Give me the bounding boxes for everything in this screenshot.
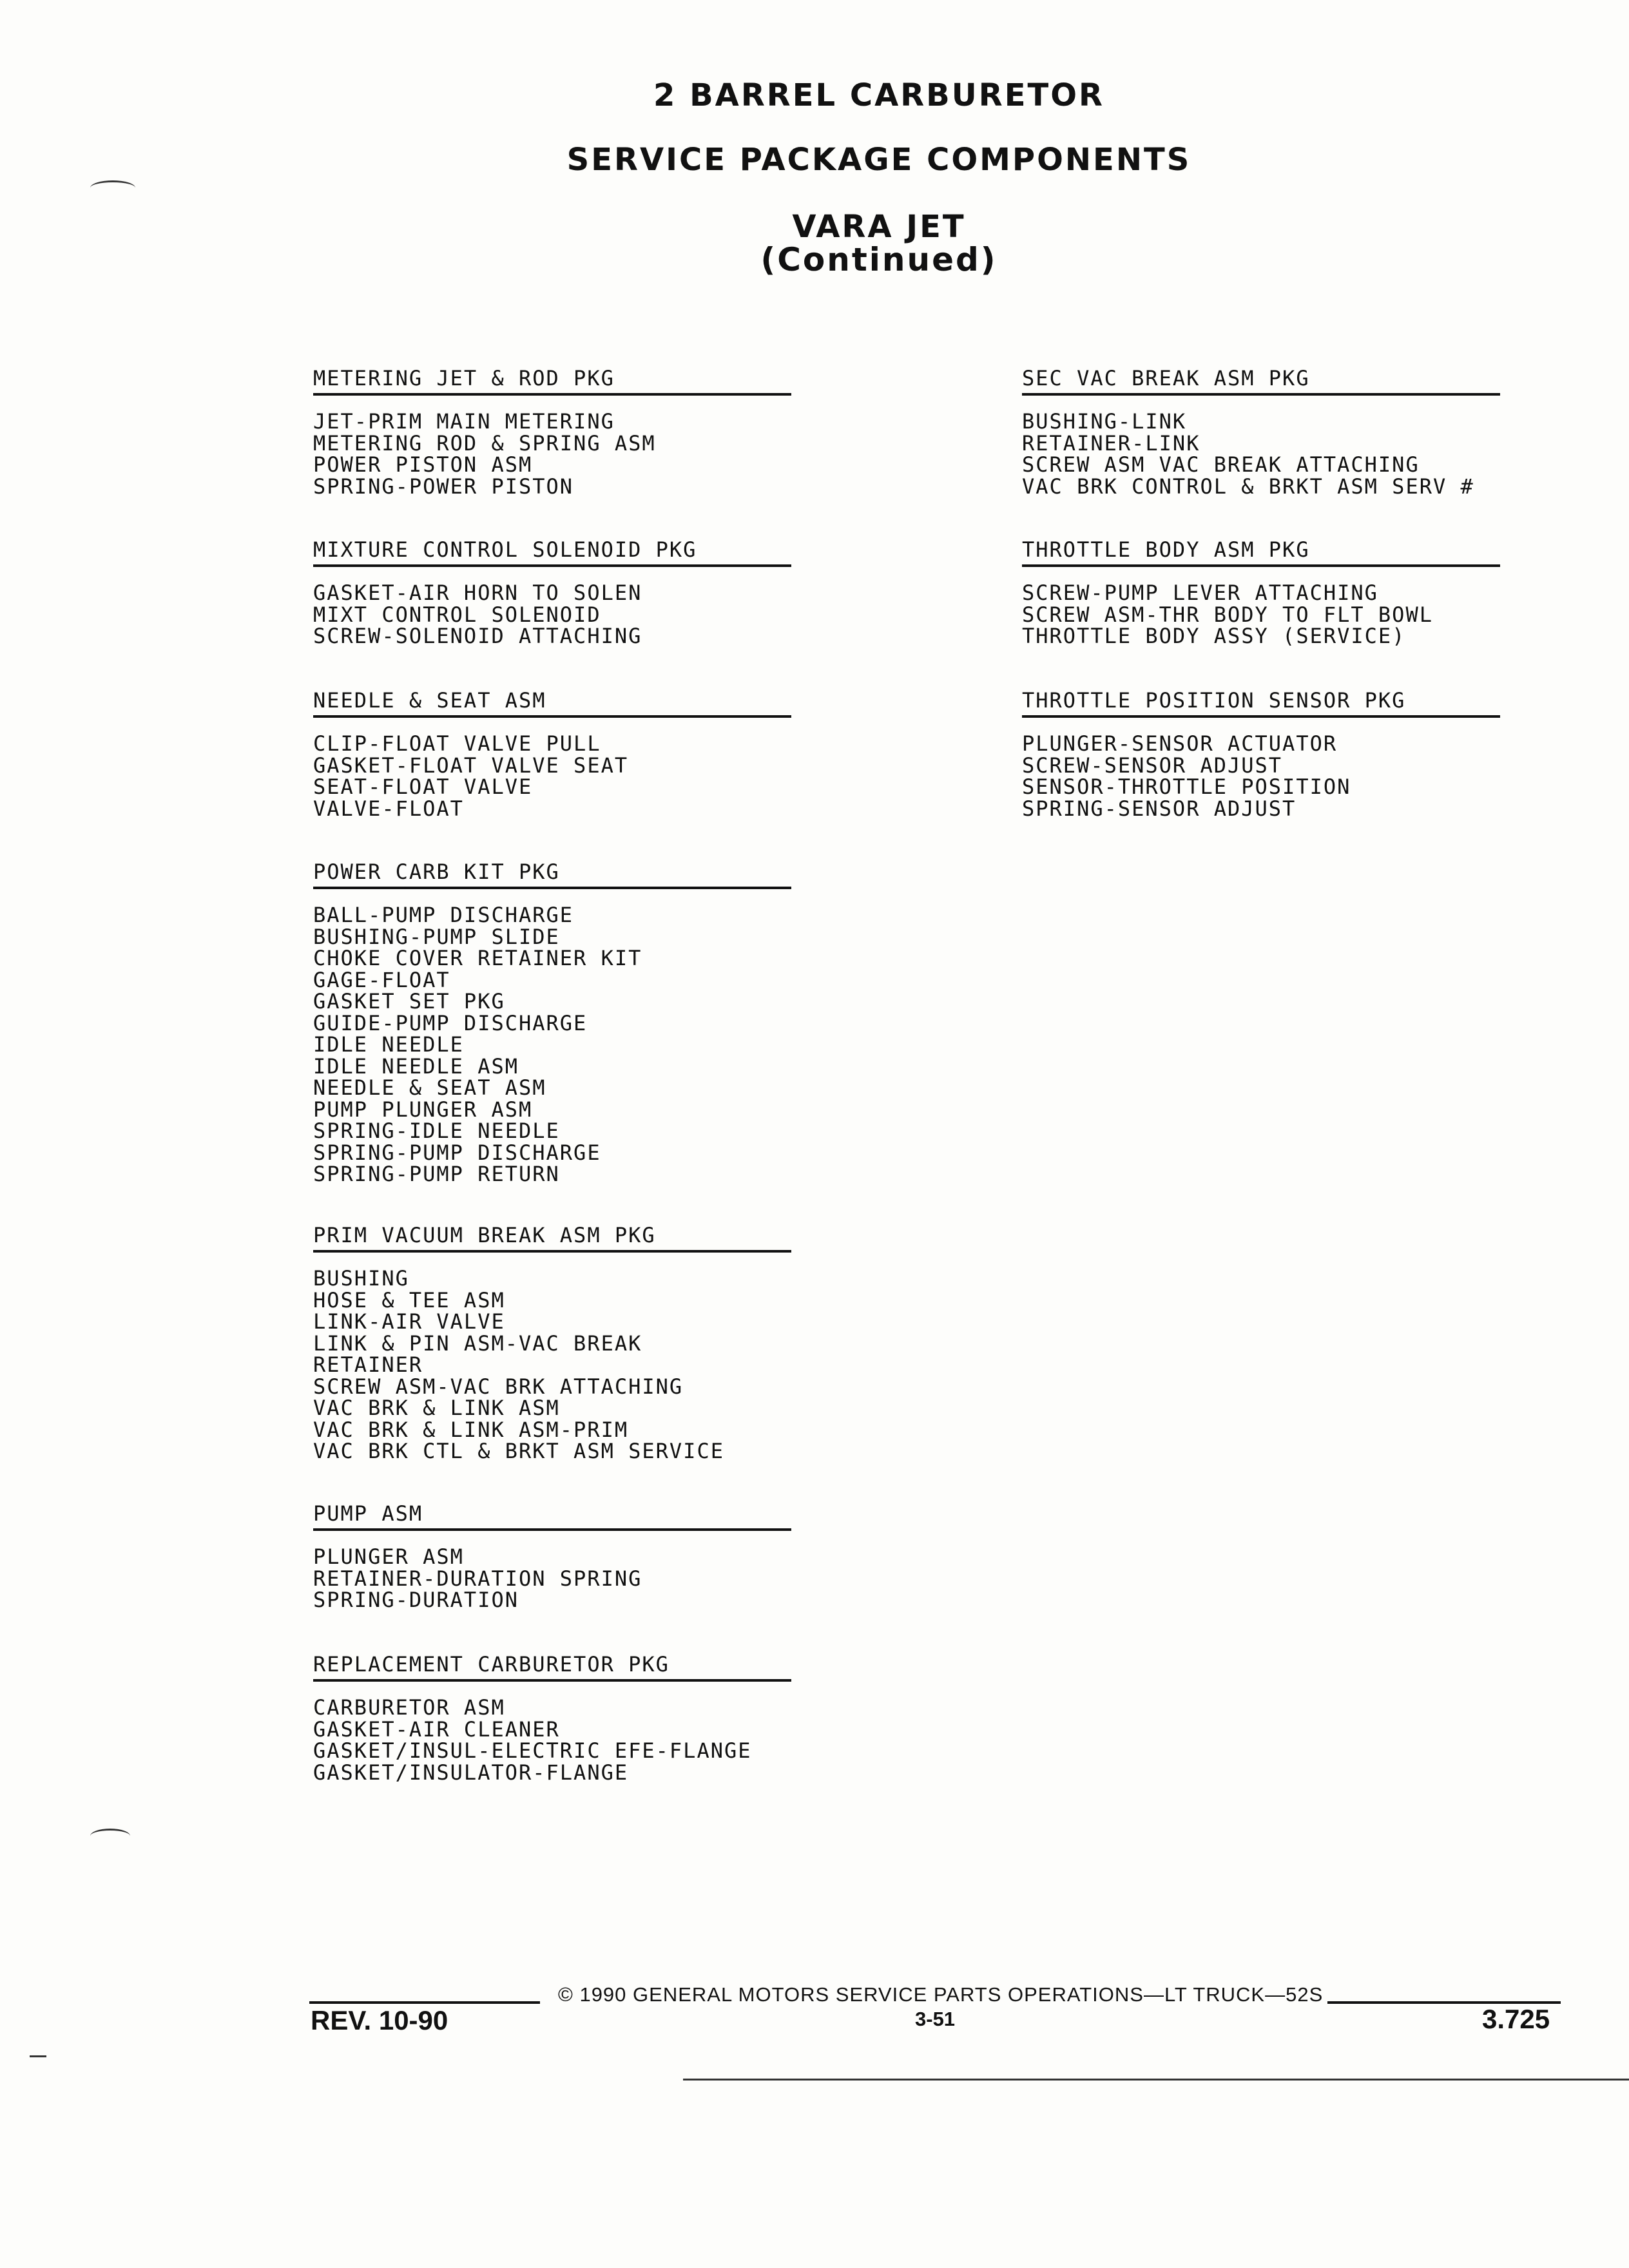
list-item: SPRING-DURATION xyxy=(313,1588,519,1612)
heading-underline xyxy=(313,564,791,567)
parts-list xyxy=(313,733,791,820)
list-item: MIXT CONTROL SOLENOID xyxy=(313,602,601,627)
list-item: BUSHING xyxy=(313,1266,409,1291)
section-heading: METERING JET & ROD PKG xyxy=(313,366,615,390)
list-item: IDLE NEEDLE ASM xyxy=(313,1053,519,1079)
parts-section xyxy=(313,1503,791,1611)
parts-list xyxy=(313,582,791,648)
section-heading: PRIM VACUUM BREAK ASM PKG xyxy=(313,1223,656,1247)
parts-list xyxy=(1022,411,1500,497)
list-item: GASKET/INSUL-ELECTRIC EFE-FLANGE xyxy=(313,1738,752,1763)
revision-label: REV. 10-90 xyxy=(311,2005,448,2035)
heading-underline xyxy=(313,887,791,889)
list-item: NEEDLE & SEAT ASM xyxy=(313,1075,546,1100)
heading-underline xyxy=(1022,715,1500,718)
list-item: IDLE NEEDLE xyxy=(313,1032,464,1057)
list-item: LINK-AIR VALVE xyxy=(313,1309,505,1334)
list-item: CHOKE COVER RETAINER KIT xyxy=(313,946,642,970)
list-item: SEAT-FLOAT VALVE xyxy=(313,774,533,799)
list-item: BUSHING-PUMP SLIDE xyxy=(313,924,560,949)
parts-list xyxy=(313,905,791,1186)
parts-section xyxy=(313,539,791,648)
list-item: BUSHING-LINK xyxy=(1022,409,1187,434)
list-item: VAC BRK CONTROL & BRKT ASM SERV # xyxy=(1022,474,1474,499)
page-edge-line xyxy=(683,2079,1629,2081)
list-item: SCREW ASM-THR BODY TO FLT BOWL xyxy=(1022,602,1433,627)
footer-copyright: © 1990 GENERAL MOTORS SERVICE PARTS OPERATIONS—LT TRUCK—52S xyxy=(558,1983,1324,2006)
parts-section xyxy=(1022,367,1500,497)
list-item: PUMP PLUNGER ASM xyxy=(313,1097,533,1122)
list-item: GUIDE-PUMP DISCHARGE xyxy=(313,1010,588,1035)
section-number: 3.725 xyxy=(1482,2004,1550,2034)
section-heading: SEC VAC BREAK ASM PKG xyxy=(1022,366,1310,390)
list-item: GASKET-FLOAT VALVE SEAT xyxy=(313,753,629,778)
parts-section xyxy=(1022,539,1500,648)
list-item: THROTTLE BODY ASSY (SERVICE) xyxy=(1022,624,1406,648)
list-item: GASKET-AIR CLEANER xyxy=(313,1716,560,1742)
page-title: 2 BARREL CARBURETOR xyxy=(653,77,1104,113)
list-item: LINK & PIN ASM-VAC BREAK xyxy=(313,1331,642,1356)
section-title: VARA JET xyxy=(792,209,966,245)
list-item: VAC BRK CTL & BRKT ASM SERVICE xyxy=(313,1439,724,1463)
heading-underline xyxy=(313,1250,791,1253)
page-subtitle: SERVICE PACKAGE COMPONENTS xyxy=(566,142,1191,178)
list-item: RETAINER xyxy=(313,1352,423,1377)
parts-list xyxy=(313,1546,791,1611)
list-item: VAC BRK & LINK ASM xyxy=(313,1396,560,1420)
parts-section xyxy=(313,689,791,820)
list-item: PLUNGER ASM xyxy=(313,1544,464,1569)
list-item: POWER PISTON ASM xyxy=(313,452,533,477)
list-item: CLIP-FLOAT VALVE PULL xyxy=(313,731,601,756)
list-item: SCREW-SENSOR ADJUST xyxy=(1022,753,1283,778)
parts-section xyxy=(313,367,791,497)
heading-underline xyxy=(313,1679,791,1682)
list-item: JET-PRIM MAIN METERING xyxy=(313,409,615,434)
list-item: METERING ROD & SPRING ASM xyxy=(313,430,656,456)
parts-list xyxy=(313,1697,791,1783)
heading-underline xyxy=(313,1528,791,1531)
list-item: SCREW ASM VAC BREAK ATTACHING xyxy=(1022,452,1420,477)
heading-underline xyxy=(313,715,791,718)
parts-section xyxy=(313,1224,791,1463)
list-item: SPRING-POWER PISTON xyxy=(313,474,574,499)
parts-section xyxy=(313,861,791,1186)
list-item: VAC BRK & LINK ASM-PRIM xyxy=(313,1417,629,1442)
scan-mark xyxy=(90,180,135,195)
list-item: CARBURETOR ASM xyxy=(313,1695,505,1720)
list-item: HOSE & TEE ASM xyxy=(313,1287,505,1312)
section-heading: THROTTLE BODY ASM PKG xyxy=(1022,537,1310,562)
heading-underline xyxy=(1022,564,1500,567)
list-item: PLUNGER-SENSOR ACTUATOR xyxy=(1022,731,1338,756)
list-item: GASKET SET PKG xyxy=(313,989,505,1014)
page-number: 3-51 xyxy=(915,2008,956,2030)
parts-list xyxy=(1022,582,1500,648)
list-item: VALVE-FLOAT xyxy=(313,796,464,821)
list-item: SPRING-IDLE NEEDLE xyxy=(313,1119,560,1143)
list-item: RETAINER-DURATION SPRING xyxy=(313,1566,642,1591)
parts-section xyxy=(313,1653,791,1783)
heading-underline xyxy=(1022,393,1500,396)
section-heading: PUMP ASM xyxy=(313,1501,423,1526)
list-item: RETAINER-LINK xyxy=(1022,430,1200,456)
list-item: SCREW-PUMP LEVER ATTACHING xyxy=(1022,581,1378,605)
list-item: SENSOR-THROTTLE POSITION xyxy=(1022,774,1351,799)
list-item: BALL-PUMP DISCHARGE xyxy=(313,903,574,927)
heading-underline xyxy=(313,393,791,396)
footer-rule-left xyxy=(309,2001,540,2004)
parts-list xyxy=(313,411,791,497)
list-item: SCREW ASM-VAC BRK ATTACHING xyxy=(313,1374,684,1399)
scan-mark xyxy=(90,1829,130,1843)
section-heading: MIXTURE CONTROL SOLENOID PKG xyxy=(313,537,697,562)
list-item: SPRING-SENSOR ADJUST xyxy=(1022,796,1296,821)
list-item: SCREW-SOLENOID ATTACHING xyxy=(313,624,642,648)
list-item: SPRING-PUMP RETURN xyxy=(313,1162,560,1186)
list-item: SPRING-PUMP DISCHARGE xyxy=(313,1140,601,1165)
section-heading: POWER CARB KIT PKG xyxy=(313,860,560,884)
section-heading: REPLACEMENT CARBURETOR PKG xyxy=(313,1652,670,1677)
list-item: GASKET/INSULATOR-FLANGE xyxy=(313,1760,629,1785)
parts-list xyxy=(313,1268,791,1463)
parts-list xyxy=(1022,733,1500,820)
section-continued-label: (Continued) xyxy=(760,241,998,278)
section-heading: NEEDLE & SEAT ASM xyxy=(313,688,546,713)
scan-mark xyxy=(30,2055,46,2057)
parts-section xyxy=(1022,689,1500,820)
section-heading: THROTTLE POSITION SENSOR PKG xyxy=(1022,688,1406,713)
list-item: GAGE-FLOAT xyxy=(313,967,450,992)
list-item: GASKET-AIR HORN TO SOLEN xyxy=(313,581,642,605)
